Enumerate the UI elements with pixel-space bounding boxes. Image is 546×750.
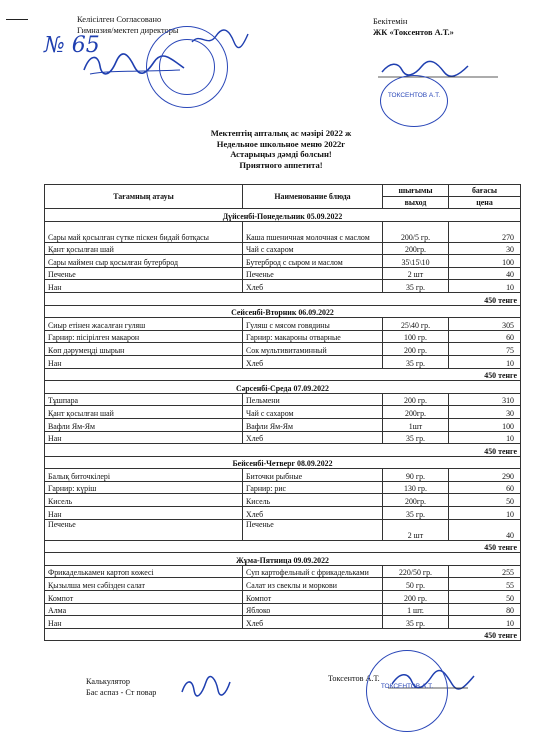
dish-quantity: 25\40 гр. [383, 318, 449, 331]
day-total-row [45, 540, 521, 553]
dish-quantity: 200 гр. [383, 591, 449, 604]
footer-right-name: Токсентов А.Т. [328, 674, 380, 683]
dish-name-ru: Яблоко [243, 603, 383, 616]
chef-signature [178, 674, 234, 698]
column-header-price-ru: цена [449, 197, 521, 209]
dish-name-ru: Сок мультивитаминный [243, 343, 383, 356]
title-line3: Астарыңыз дәмді болсын! [230, 149, 332, 160]
table-row [45, 507, 521, 520]
dish-name-kz: Кисель [45, 494, 243, 507]
dish-name-kz: Балық биточкілері [45, 469, 243, 482]
dish-price: 310 [449, 393, 521, 406]
day-total: 450 тенге [45, 444, 521, 457]
dish-name-ru: Гарнир: макароны отварные [243, 330, 383, 343]
dish-price: 30 [449, 242, 521, 255]
dish-price: 30 [449, 406, 521, 419]
day-total-row [45, 628, 521, 641]
day-total-row [45, 368, 521, 381]
table-row [45, 418, 521, 431]
dish-quantity: 35 гр. [383, 355, 449, 368]
dish-name-ru: Печенье [243, 519, 383, 540]
dish-name-ru: Хлеб [243, 280, 383, 293]
dish-quantity: 35 гр. [383, 616, 449, 629]
dish-quantity: 35 гр. [383, 280, 449, 293]
dish-price: 10 [449, 431, 521, 444]
dish-quantity: 35 гр. [383, 507, 449, 520]
day-header-row [45, 209, 521, 222]
day-total-row [45, 292, 521, 305]
dish-name-ru: Хлеб [243, 431, 383, 444]
dish-quantity: 2 шт [383, 519, 449, 540]
dish-price: 100 [449, 418, 521, 431]
dish-price: 10 [449, 280, 521, 293]
dish-name-kz: Сиыр етінен жасалған гуляш [45, 318, 243, 331]
dish-price: 10 [449, 616, 521, 629]
dish-quantity: 50 гр. [383, 578, 449, 591]
dish-name-ru: Хлеб [243, 507, 383, 520]
table-row [45, 343, 521, 356]
title-line4: Приятного аппетита! [239, 159, 323, 170]
title-line2: Недельное школьное меню 2022г [216, 138, 346, 149]
header-left-line1: Келісілген Согласовано [77, 15, 162, 24]
dish-name-kz: Нан [45, 355, 243, 368]
dish-price: 60 [449, 481, 521, 494]
dish-name-ru: Биточки рыбные [243, 469, 383, 482]
dish-name-ru: Кисель [243, 494, 383, 507]
day-header-row [45, 305, 521, 318]
dish-name-kz: Сары май қосылған сүтке піскен бидай ботқасы [45, 221, 243, 242]
header-approval-right [373, 16, 454, 38]
column-header-qty-kz: шығымы [383, 185, 449, 197]
dish-price: 80 [449, 603, 521, 616]
dish-price: 255 [449, 565, 521, 578]
day-title: Дүйсенбі-Понедельник 05.09.2022 [45, 209, 521, 222]
header-right-line2: ЖК «Токсентов А.Т.» [373, 28, 454, 37]
dish-price: 10 [449, 507, 521, 520]
table-row [45, 406, 521, 419]
table-row [45, 393, 521, 406]
dish-name-ru: Суп картофельный с фрикадельками [243, 565, 383, 578]
column-header-price-kz: бағасы [449, 185, 521, 197]
dish-name-ru: Каша пшеничная молочная с маслом [243, 221, 383, 242]
table-row [45, 565, 521, 578]
table-row [45, 330, 521, 343]
dish-price: 10 [449, 355, 521, 368]
menu-table [44, 184, 521, 641]
dish-quantity: 35 гр. [383, 431, 449, 444]
dish-quantity: 200гр. [383, 494, 449, 507]
day-header-row [45, 553, 521, 566]
dish-name-ru: Гуляш с мясом говядины [243, 318, 383, 331]
dish-quantity: 200 гр. [383, 393, 449, 406]
day-title: Сейсенбі-Вторник 06.09.2022 [45, 305, 521, 318]
column-header-qty-ru: выход [383, 197, 449, 209]
dish-name-kz: Вафли Ям-Ям [45, 418, 243, 431]
dish-name-ru: Компот [243, 591, 383, 604]
dish-name-ru: Чай с сахаром [243, 406, 383, 419]
table-row [45, 519, 521, 540]
dish-name-kz: Алма [45, 603, 243, 616]
dish-price: 100 [449, 255, 521, 268]
dish-name-ru: Хлеб [243, 616, 383, 629]
dish-price: 60 [449, 330, 521, 343]
school-seal [146, 26, 228, 108]
dish-price: 55 [449, 578, 521, 591]
footer-chef-label: Бас аспаз - Ст повар [86, 688, 157, 697]
day-title: Сәрсенбі-Среда 07.09.2022 [45, 381, 521, 394]
table-row [45, 469, 521, 482]
dish-name-ru: Чай с сахаром [243, 242, 383, 255]
header-right-line1: Бекітемін [373, 17, 408, 26]
document-title [0, 128, 546, 170]
dish-name-kz: Қант қосылған шай [45, 406, 243, 419]
dish-price: 50 [449, 494, 521, 507]
dish-name-kz: Нан [45, 616, 243, 629]
day-title: Бейсенбі-Четверг 08.09.2022 [45, 456, 521, 469]
table-row [45, 318, 521, 331]
dish-quantity: 200 гр. [383, 343, 449, 356]
dish-quantity: 200/5 гр. [383, 221, 449, 242]
dish-name-kz: Гарнир: күріш [45, 481, 243, 494]
dish-price: 40 [449, 267, 521, 280]
dish-price: 40 [449, 519, 521, 540]
approver-stamp [380, 75, 448, 127]
dish-price: 50 [449, 591, 521, 604]
table-row [45, 355, 521, 368]
dish-name-ru: Вафли Ям-Ям [243, 418, 383, 431]
table-row [45, 267, 521, 280]
dish-name-kz: Печенье [45, 519, 243, 540]
column-header-ru: Наименование блюда [243, 185, 383, 209]
dish-price: 305 [449, 318, 521, 331]
dish-price: 270 [449, 221, 521, 242]
table-row [45, 221, 521, 242]
dish-name-ru: Пельмени [243, 393, 383, 406]
dish-name-ru: Бутерброд с сыром и маслом [243, 255, 383, 268]
table-row [45, 242, 521, 255]
dish-quantity: 200гр. [383, 242, 449, 255]
dish-quantity: 1шт [383, 418, 449, 431]
dish-name-kz: Печенье [45, 267, 243, 280]
table-row [45, 431, 521, 444]
day-header-row [45, 456, 521, 469]
dish-price: 75 [449, 343, 521, 356]
day-title: Жұма-Пятница 09.09.2022 [45, 553, 521, 566]
approver-stamp-text: ТОКСЕНТОВ А.Т. [387, 92, 441, 99]
day-total: 450 тенге [45, 292, 521, 305]
dish-quantity: 220/50 гр. [383, 565, 449, 578]
column-header-kz: Тағамның атауы [45, 185, 243, 209]
dish-name-kz: Тұшпара [45, 393, 243, 406]
dish-quantity: 90 гр. [383, 469, 449, 482]
corner-mark [6, 19, 28, 20]
dish-name-kz: Көп дәрумеңді шырын [45, 343, 243, 356]
dish-name-kz: Сары маймен сыр қосылған бутерброд [45, 255, 243, 268]
dish-name-kz: Нан [45, 431, 243, 444]
table-row [45, 578, 521, 591]
dish-quantity: 100 гр. [383, 330, 449, 343]
footer-left [86, 676, 156, 698]
footer-stamp [366, 650, 448, 732]
dish-name-kz: Гарнир: пісірілген макарон [45, 330, 243, 343]
day-total-row [45, 444, 521, 457]
table-row [45, 280, 521, 293]
dish-name-ru: Печенье [243, 267, 383, 280]
day-header-row [45, 381, 521, 394]
footer-calculator-label: Калькулятор [86, 677, 130, 686]
dish-name-kz: Компот [45, 591, 243, 604]
dish-price: 290 [449, 469, 521, 482]
header-left-line2: Гимназия/мектеп директоры [77, 26, 179, 35]
dish-name-ru: Салат из свеклы и моркови [243, 578, 383, 591]
dish-quantity: 130 гр. [383, 481, 449, 494]
day-total: 450 тенге [45, 540, 521, 553]
day-total: 450 тенге [45, 368, 521, 381]
day-total: 450 тенге [45, 628, 521, 641]
table-row [45, 494, 521, 507]
dish-name-ru: Гарнир: рис [243, 481, 383, 494]
table-row [45, 255, 521, 268]
footer-stamp-text: ТОКСЕНТОВ А.Т. [380, 683, 434, 690]
menu-table-body [45, 209, 521, 641]
dish-name-kz: Фрикаделькамен картоп көжесі [45, 565, 243, 578]
approver-signature [378, 58, 498, 80]
dish-quantity: 200гр. [383, 406, 449, 419]
dish-name-kz: Қызылша мен сәбізден салат [45, 578, 243, 591]
dish-name-kz: Нан [45, 280, 243, 293]
dish-name-kz: Нан [45, 507, 243, 520]
title-line1: Мектептің апталық ас мәзірі 2022 ж [210, 128, 352, 138]
handwritten-number-text: № 65 [44, 33, 100, 58]
table-row [45, 616, 521, 629]
table-row [45, 481, 521, 494]
dish-name-kz: Қант қосылған шай [45, 242, 243, 255]
table-row [45, 603, 521, 616]
dish-quantity: 2 шт [383, 267, 449, 280]
table-row [45, 591, 521, 604]
dish-quantity: 1 шт. [383, 603, 449, 616]
dish-quantity: 35\15\10 [383, 255, 449, 268]
dish-name-ru: Хлеб [243, 355, 383, 368]
